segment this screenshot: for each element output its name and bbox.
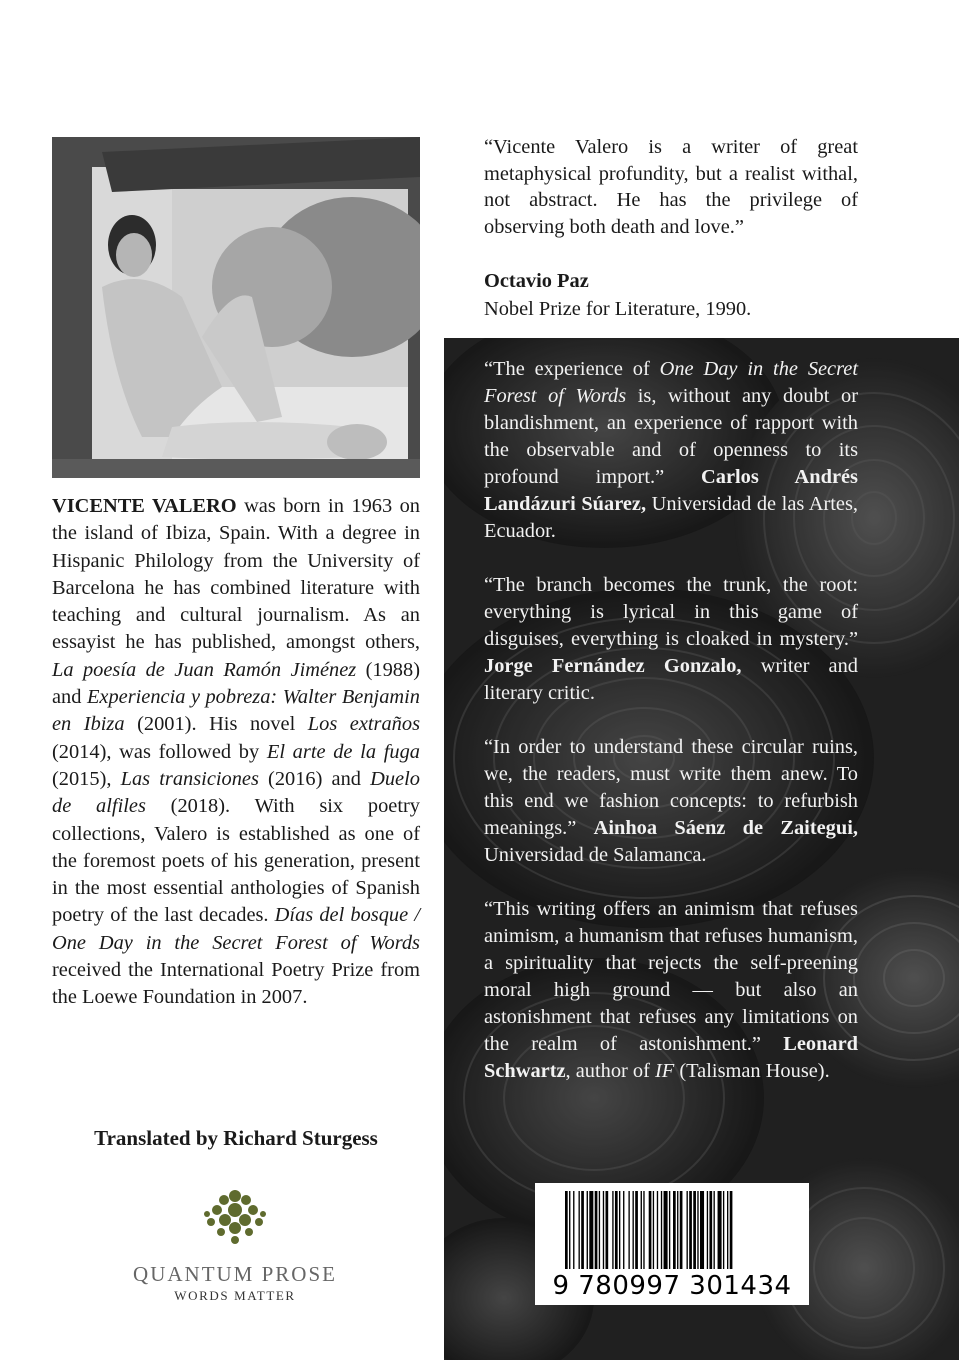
barcode-bar [709, 1191, 712, 1269]
barcode-bar [612, 1191, 613, 1269]
review-quotes [484, 356, 858, 1112]
barcode-bar [589, 1191, 593, 1269]
barcode-bar [623, 1191, 624, 1269]
bio-text: (2014), was followed by [52, 740, 267, 763]
isbn-barcode [535, 1183, 809, 1305]
bio-book-title: Las transiciones [120, 767, 259, 790]
quote-paz-author: Octavio Paz [484, 270, 589, 292]
bio-book-title: Duelo de alfiles [52, 767, 420, 818]
review-author: Jorge Fernández Gonzalo, [484, 655, 742, 677]
barcode-bar [649, 1191, 652, 1269]
barcode-bar [633, 1191, 634, 1269]
bio-book-title: Los extraños [307, 713, 421, 736]
barcode-bar [673, 1191, 676, 1269]
bio-book-title: La poesía de Juan Ramón Jiménez [52, 658, 357, 681]
quote-paz-title: Nobel Prize for Literature, 1990. [484, 298, 752, 320]
barcode-bar [664, 1191, 668, 1269]
translator-credit: Translated by Richard Sturgess [94, 1126, 378, 1150]
review-author: Carlos Andrés Landázuri Súarez, [484, 466, 858, 515]
barcode-bar [579, 1191, 580, 1269]
barcode-bar [635, 1191, 638, 1269]
review-quote: “This writing offers an animism that refuses animism, a humanism that refuses humanism, a spirituality that rejects the self-preening moral high ground — but also an astonishment that refuses any limitations on the realm of astonishment.” Leonard Schwartz, author of IF (Talisman House). [484, 898, 858, 1082]
barcode-bar [581, 1191, 584, 1269]
barcode-bar [606, 1191, 609, 1269]
bio-text: was born in 1963 on the island of Ibiza, Spain. With a degree in Hispanic Philology from the University of Barcelona he has combined literature with teaching and cultural journalism. As an essayist he has published, amongst others, [52, 495, 421, 654]
barcode-bar [680, 1191, 683, 1269]
quote-paz-text: “Vicente Valero is a writer of great metaphysical profundity, but a realist withal, not abstract. He has the privilege of observing both death and love.” [484, 136, 858, 238]
barcode-bar [718, 1191, 722, 1269]
barcode-bar [603, 1191, 604, 1269]
review-author: Ainhoa Sáenz de Zaitegui, [593, 817, 858, 839]
barcode-bar [677, 1191, 678, 1269]
review-quote: “In order to understand these circular ruins, we, the readers, must write them anew. To this end we fashion concepts: to refurbish meanings.” Ainhoa Sáenz de Zaitegui, Universidad de Salamanca. [484, 736, 858, 866]
barcode-bar [657, 1191, 658, 1269]
publisher-tagline: WORDS MATTER [174, 1288, 296, 1303]
barcode-bar [700, 1191, 704, 1269]
bio-book-title: El arte de la fuga [266, 740, 420, 763]
barcode-bar [619, 1191, 620, 1269]
review-author: Leonard Schwartz [484, 1033, 858, 1082]
bio-text: (1988) and [52, 658, 420, 709]
barcode-bar [569, 1191, 570, 1269]
bio-book-title: Experiencia y pobreza: Walter Benjamin en Ibiza [52, 686, 420, 736]
bio-book-title: Días del bosque / One Day in the Secret Forest of Words [52, 904, 420, 954]
book-title: One Day in the Secret Forest of Words [484, 358, 859, 407]
bio-text: (2016) and [258, 767, 371, 790]
review-quote: “The experience of One Day in the Secret Forest of Words is, without any doubt or blandishment, an experience of rapport with the observable and of openness to its profound import.” Carlos Andrés Landázuri Súarez, Universidad de las Artes, Ecuador. [484, 358, 859, 542]
author-name: VICENTE VALERO [52, 495, 237, 517]
barcode-bar [723, 1191, 724, 1269]
barcode-bar [573, 1191, 574, 1269]
barcode-bar [565, 1191, 568, 1269]
barcode-bar [661, 1191, 662, 1269]
barcode-bar [641, 1191, 642, 1269]
barcode-bar [689, 1191, 692, 1269]
bio-text: received the International Poetry Prize from the Loewe Foundation in 2007. [52, 959, 420, 1009]
author-photo [52, 137, 420, 478]
barcode-bar [697, 1191, 698, 1269]
book-title: IF [655, 1060, 675, 1082]
barcode-bar [687, 1191, 688, 1269]
barcode-bar [730, 1191, 733, 1269]
barcode-bar [669, 1191, 670, 1269]
barcode-bar [615, 1191, 618, 1269]
barcode-bar [587, 1191, 588, 1269]
isbn-number: 9 780997 301434 [552, 1271, 792, 1301]
barcode-bar [599, 1191, 600, 1269]
barcode-bar [727, 1191, 728, 1269]
barcode-bar [595, 1191, 598, 1269]
barcode-bar [653, 1191, 654, 1269]
publisher-leaf-icon [197, 1188, 273, 1250]
bio-text: (2018). With six poetry collections, Valero is established as one of the foremost poets of his generation, present in the most essential anthologies of Spanish poetry of the last decades. [52, 795, 421, 927]
barcode-bar [643, 1191, 644, 1269]
bio-text: (2001). His novel [124, 713, 308, 736]
barcode-bar [693, 1191, 696, 1269]
barcode-bar [707, 1191, 708, 1269]
publisher-name: QUANTUM PROSE [133, 1262, 337, 1286]
barcode-bar [628, 1191, 629, 1269]
author-bio [52, 493, 420, 1012]
publisher-logo [125, 1188, 345, 1308]
review-quote: “The branch becomes the trunk, the root: everything is lyrical in this game of disguises, everything is cloaked in mystery.” Jorge Fernández Gonzalo, writer and literary critic. [484, 574, 858, 704]
barcode-bar [714, 1191, 715, 1269]
bio-text: (2015), [52, 767, 121, 790]
